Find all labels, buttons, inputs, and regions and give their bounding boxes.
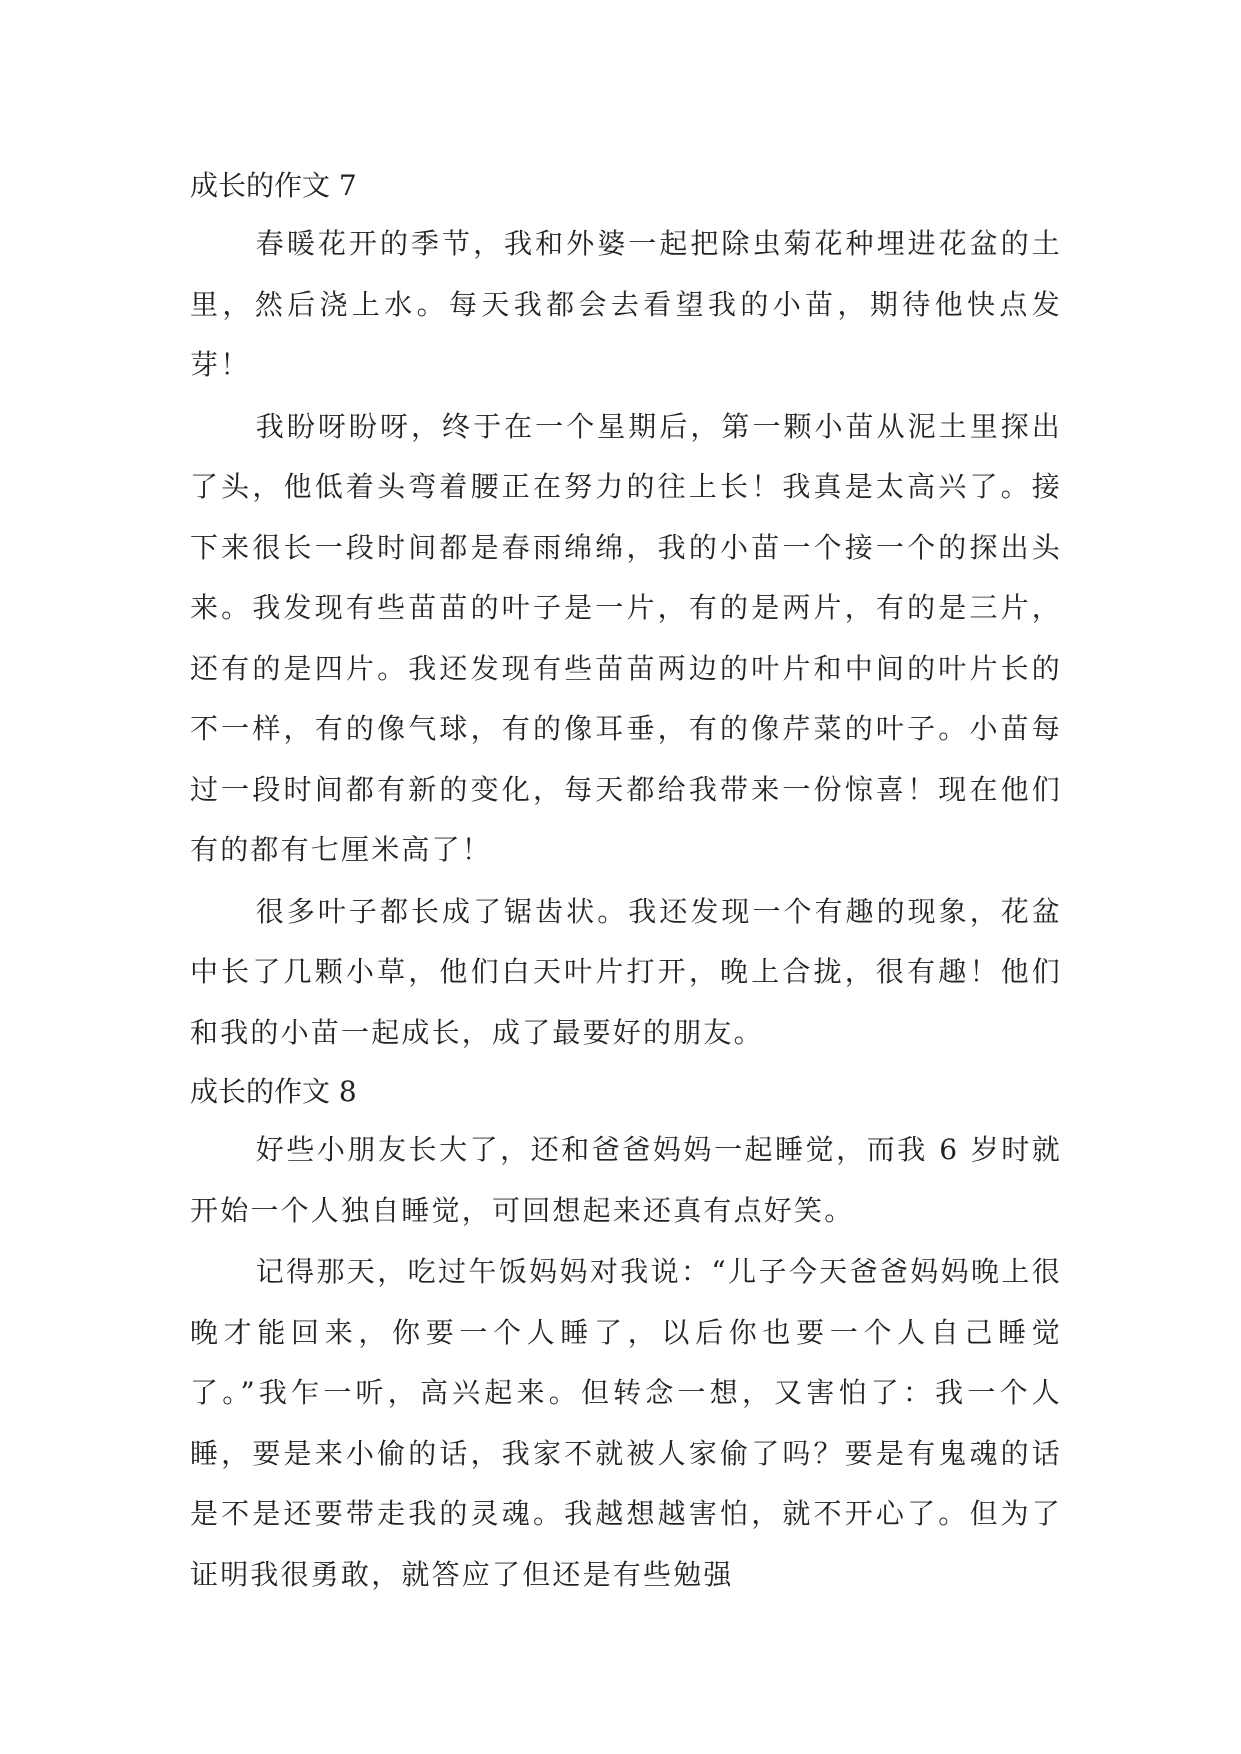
section-title: 成长的作文 7	[190, 169, 357, 202]
paragraph: 好些小朋友长大了，还和爸爸妈妈一起睡觉，而我 6 岁时就开始一个人独自睡觉，可回想起来还真有点好笑。	[190, 1133, 1062, 1227]
paragraph: 记得那天，吃过午饭妈妈对我说：“儿子今天爸爸妈妈晚上很晚才能回来，你要一个人睡了，以后你也要一个人自己睡觉了。”我乍一听，高兴起来。但转念一想，又害怕了：我一个人睡，要是来小偷的话，我家不就被人家偷了吗？要是有鬼魂的话是不是还要带走我的灵魂。我越想越害怕，就不开心了。但为了证明我很勇敢，就答应了但还是有些勉强	[190, 1255, 1062, 1591]
paragraph: 很多叶子都长成了锯齿状。我还发现一个有趣的现象，花盆中长了几颗小草，他们白天叶片打开，晚上合拢，很有趣！他们和我的小苗一起成长，成了最要好的朋友。	[190, 894, 1062, 1049]
paragraph: 春暖花开的季节，我和外婆一起把除虫菊花种埋进花盆的土里，然后浇上水。每天我都会去看望我的小苗，期待他快点发芽！	[190, 227, 1062, 381]
paragraph: 我盼呀盼呀，终于在一个星期后，第一颗小苗从泥土里探出了头，他低着头弯着腰正在努力的往上长！我真是太高兴了。接下来很长一段时间都是春雨绵绵，我的小苗一个接一个的探出头来。我发现有些苗苗的叶子是一片，有的是两片，有的是三片，还有的是四片。我还发现有些苗苗两边的叶片和中间的叶片长的不一样，有的像气球，有的像耳垂，有的像芹菜的叶子。小苗每过一段时间都有新的变化，每天都给我带来一份惊喜！现在他们有的都有七厘米高了！	[190, 409, 1062, 866]
essay-section-8	[190, 1064, 1062, 1605]
section-title: 成长的作文 8	[190, 1075, 357, 1108]
document-content	[190, 158, 1062, 1606]
essay-section-7	[190, 158, 1062, 1063]
